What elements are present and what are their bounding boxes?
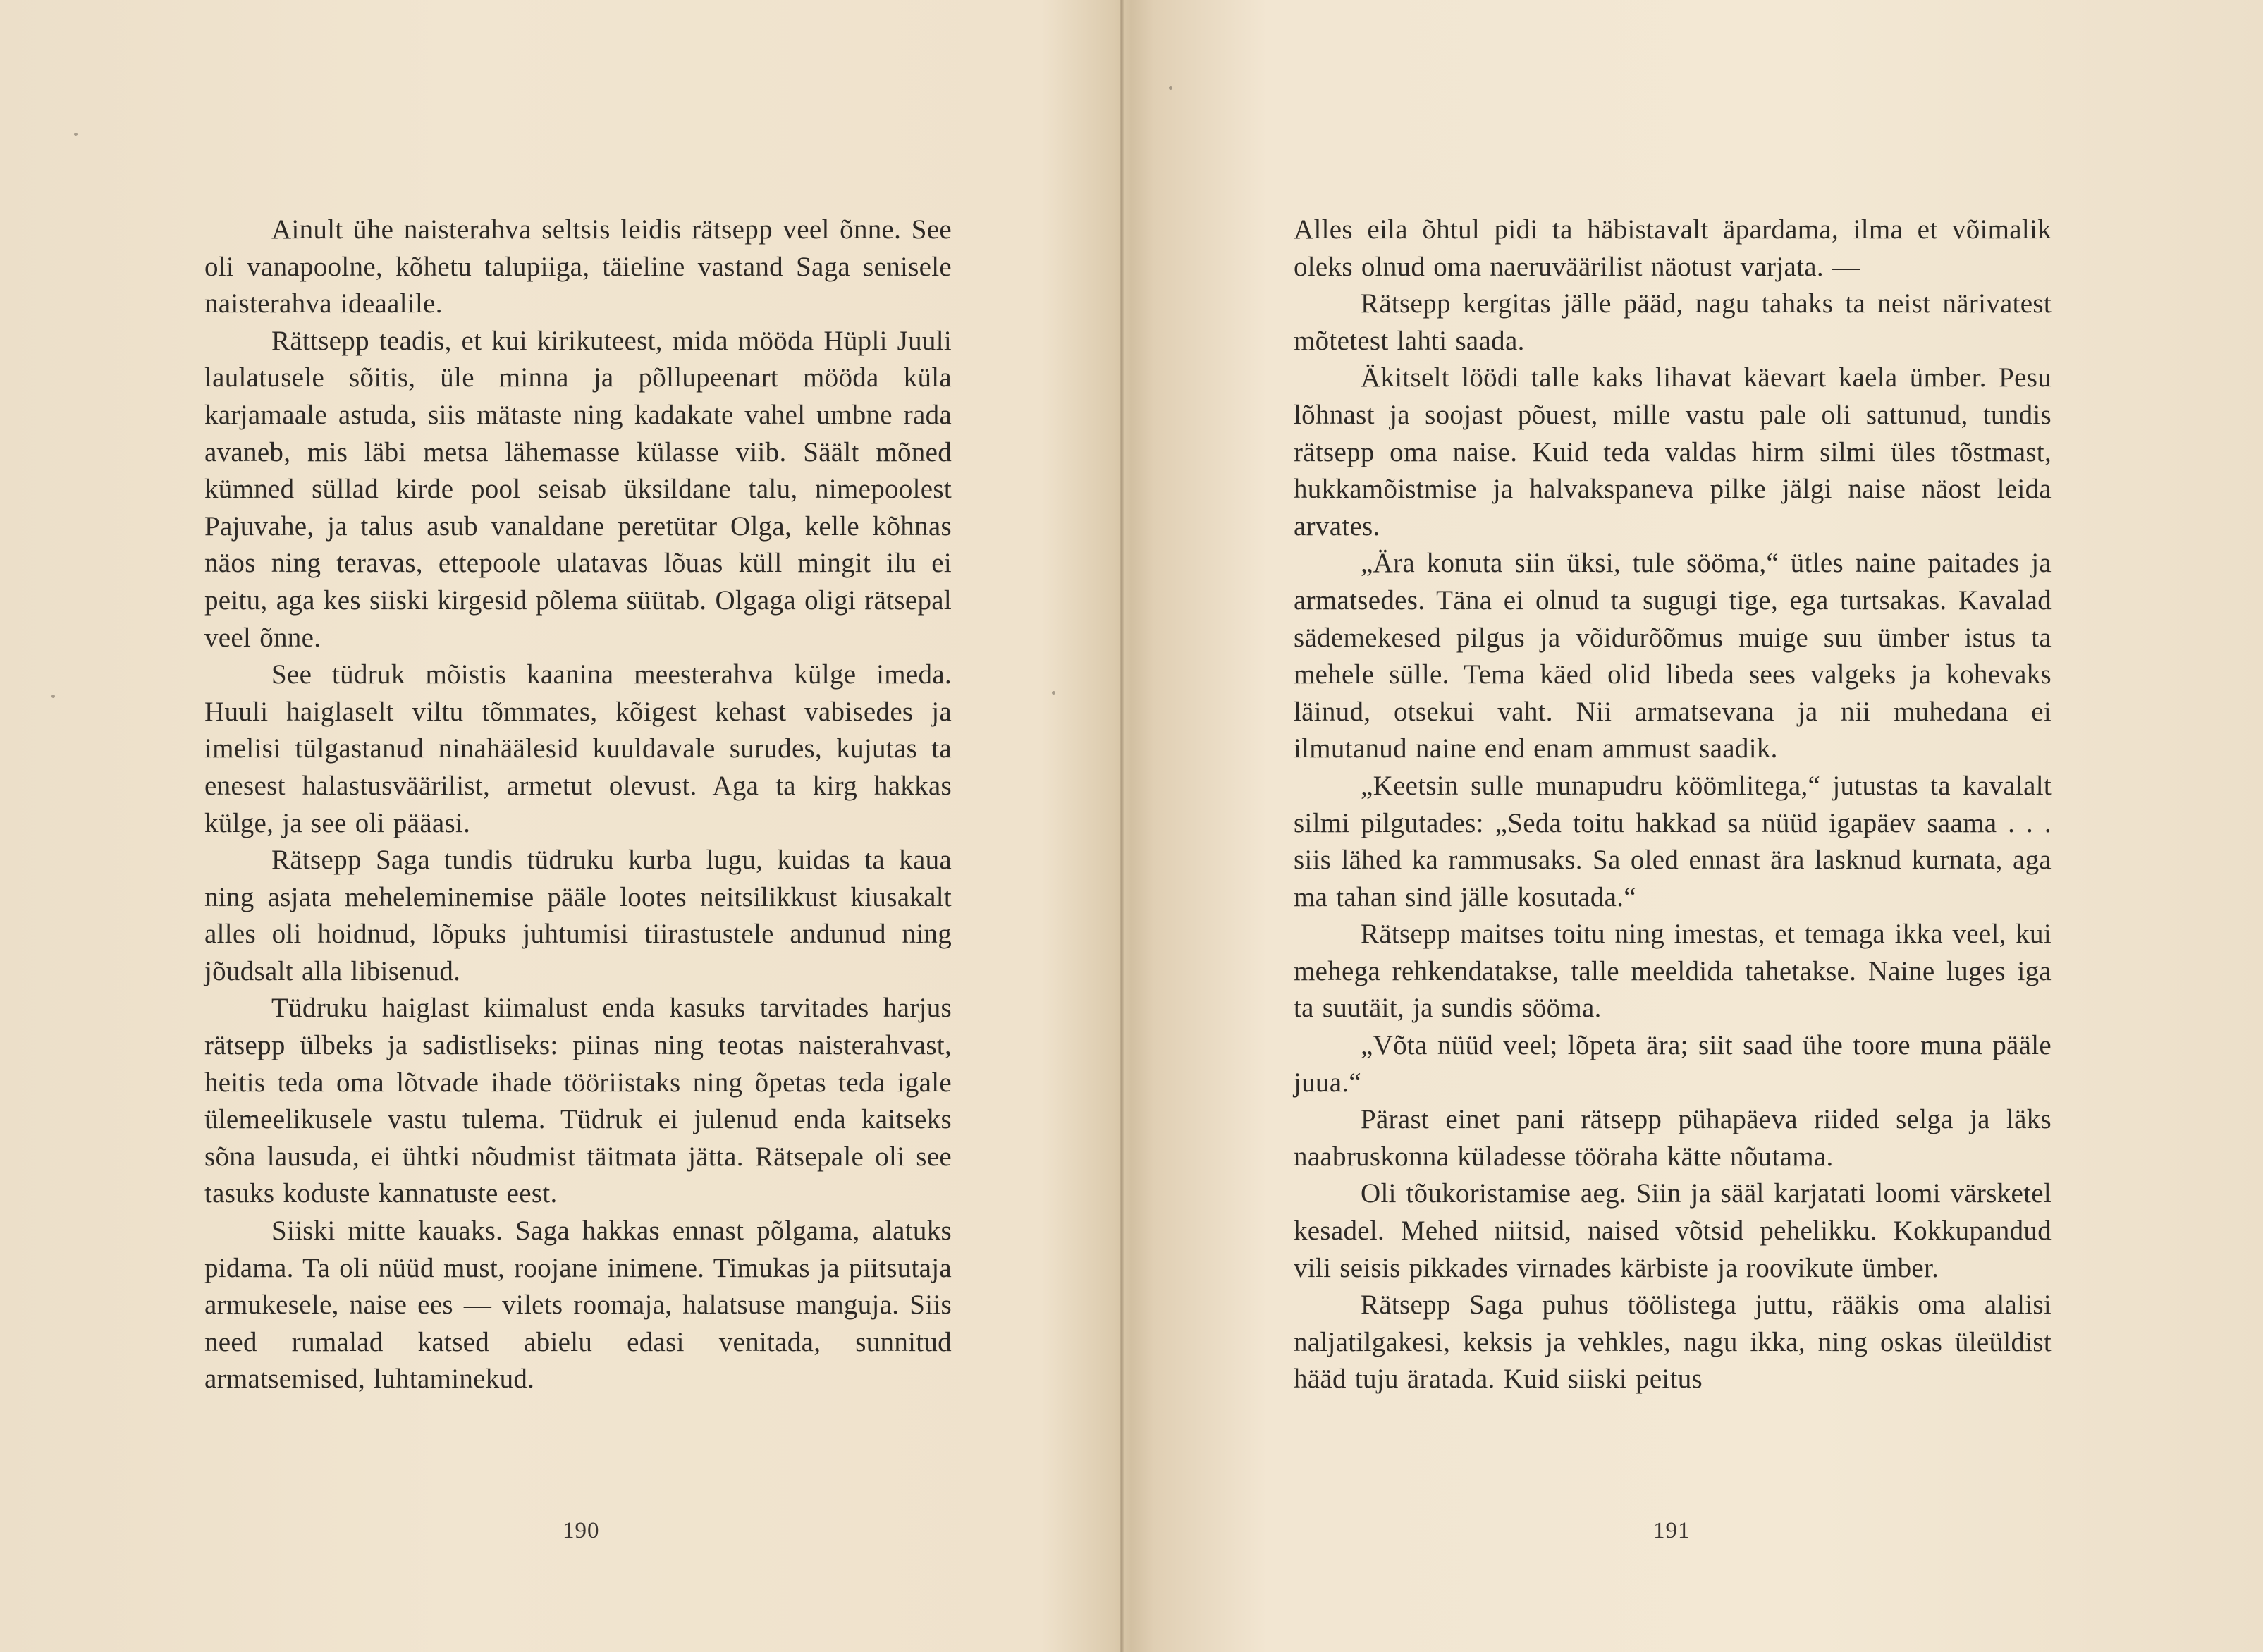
right-paragraph-9: Oli tõukoristamise aeg. Siin ja sääl karjatati loomi värsketel kesadel. Mehed niitsid, naised võtsid pehelikku. Kokkupandud vili seisis pikkades virnades kärbiste ja roovikute ümber.	[1294, 1178, 2052, 1283]
paper-speck	[74, 133, 78, 136]
right-paragraph-8: Pärast einet pani rätsepp pühapäeva riided selga ja läks naabruskonna küladesse tööraha kätte nõutama.	[1294, 1104, 2052, 1172]
right-paragraph-6: Rätsepp maitses toitu ning imestas, et temaga ikka veel, kui mehega rehkendatakse, talle meeldida tahetakse. Naine luges iga ta suutäit, ja sundis sööma.	[1294, 919, 2052, 1024]
book-gutter	[1120, 0, 1124, 1652]
right-paragraph-2: Rätsepp kergitas jälle pääd, nagu tahaks ta neist närivatest mõtetest lahti saada.	[1294, 288, 2052, 356]
left-paragraph-3: See tüdruk mõistis kaanina meesterahva külge imeda. Huuli haiglaselt viltu tõmmates, kõigest kehast vabisedes ja imelisi tülgastanud ninahäälesid kuuldavale surudes, kujutas ta enesest halastusväärilist, armetut olevust. Aga ta kirg hakkas külge, ja see oli pääasi.	[204, 659, 952, 838]
right-page-number: 191	[1653, 1518, 1691, 1543]
paper-speck	[1052, 691, 1055, 695]
right-paragraph-3: Äkitselt löödi talle kaks lihavat käevart kaela ümber. Pesu lõhnast ja soojast põuest, mille vastu pale oli sattunud, tundis rätsepp oma naise. Kuid teda valdas hirm silmi üles tõstmast, hukkamõistmise ja halvakspaneva pilke jälgi naise näost leida arvates.	[1294, 362, 2052, 542]
left-paragraph-4: Rätsepp Saga tundis tüdruku kurba lugu, kuidas ta kaua ning asjata meheleminemise pääle lootes neitsilikkust kiusakalt alles oli hoidnud, lõpuks juhtumisi tiirastustele andunud ning jõudsalt alla libisenud.	[204, 845, 952, 986]
paper-speck	[1169, 86, 1172, 90]
right-paragraph-5: „Keetsin sulle munapudru köömlitega,“ jutustas ta kavalalt silmi pilgutades: „Seda toitu hakkad sa nüüd igapäev saama . . . siis lähed ka rammusaks. Sa oled ennast ära lasknud kurnata, aga ma tahan sind jälle kosutada.“	[1294, 770, 2052, 912]
left-page-number: 190	[563, 1518, 600, 1543]
right-paragraph-4: „Ära konuta siin üksi, tule sööma,“ ütles naine paitades ja armatsedes. Täna ei olnud ta sugugi tige, ega turtsakas. Kavalad sädemekesed pilgus ja võidurõõmus muige suu ümber istus ta mehele sülle. Tema käed olid libeda sees valgeks ja kohevaks läinud, otsekui vaht. Nii armatsevana ja nii muhedana ei ilmutanud naine end enam ammust saadik.	[1294, 548, 2052, 764]
left-page	[204, 212, 952, 1398]
right-paragraph-1: Alles eila õhtul pidi ta häbistavalt äpardama, ilma et võimalik oleks olnud oma naeruväärilist näotust varjata. —	[1294, 214, 2052, 282]
left-paragraph-1: Ainult ühe naisterahva seltsis leidis rätsepp veel õnne. See oli vanapoolne, kõhetu talupiiga, täieline vastand Saga senisele naisterahva ideaalile.	[204, 214, 952, 319]
paper-speck	[51, 695, 55, 698]
right-paragraph-10: Rätsepp Saga puhus töölistega juttu, rääkis oma alalisi naljatilgakesi, keksis ja vehkles, nagu ikka, ning oskas üleüldist hääd tuju äratada. Kuid siiski peitus	[1294, 1290, 2052, 1395]
right-page	[1294, 212, 2052, 1398]
right-paragraph-7: „Võta nüüd veel; lõpeta ära; siit saad ühe toore muna pääle juua.“	[1294, 1030, 2052, 1098]
left-paragraph-2: Rättsepp teadis, et kui kirikuteest, mida mööda Hüpli Juuli laulatusele sõitis, üle minna ja põllupeenart mööda küla karjamaale astuda, siis mätaste ning kadakate vahel umbne rada avaneb, mis läbi metsa lähemasse külasse viib. Säält mõned kümned süllad kirde pool seisab üksildane talu, nimepoolest Pajuvahe, ja talus asub vanaldane peretütar Olga, kelle kõhnas näos ning teravas, ettepoole ulatavas lõuas küll mingit ilu ei peitu, aga kes siiski kirgesid põlema süütab. Olgaga oligi rätsepal veel õnne.	[204, 325, 952, 653]
left-paragraph-5: Tüdruku haiglast kiimalust enda kasuks tarvitades harjus rätsepp ülbeks ja sadistliseks: piinas ning teotas naisterahvast, heitis teda oma lõtvade ihade tööriistaks ning õpetas teda igale ülemeelikusele vastu tulema. Tüdruk ei julenud enda kaitseks sõna lausuda, ei ühtki nõudmist täitmata jätta. Rätsepale oli see tasuks koduste kannatuste eest.	[204, 993, 952, 1209]
left-paragraph-6: Siiski mitte kauaks. Saga hakkas ennast põlgama, alatuks pidama. Ta oli nüüd must, roojane inimene. Timukas ja piitsutaja armukesele, naise ees — vilets roomaja, halatsuse manguja. Siis need rumalad katsed abielu edasi venitada, sunnitud armatsemised, luhtaminekud.	[204, 1216, 952, 1395]
